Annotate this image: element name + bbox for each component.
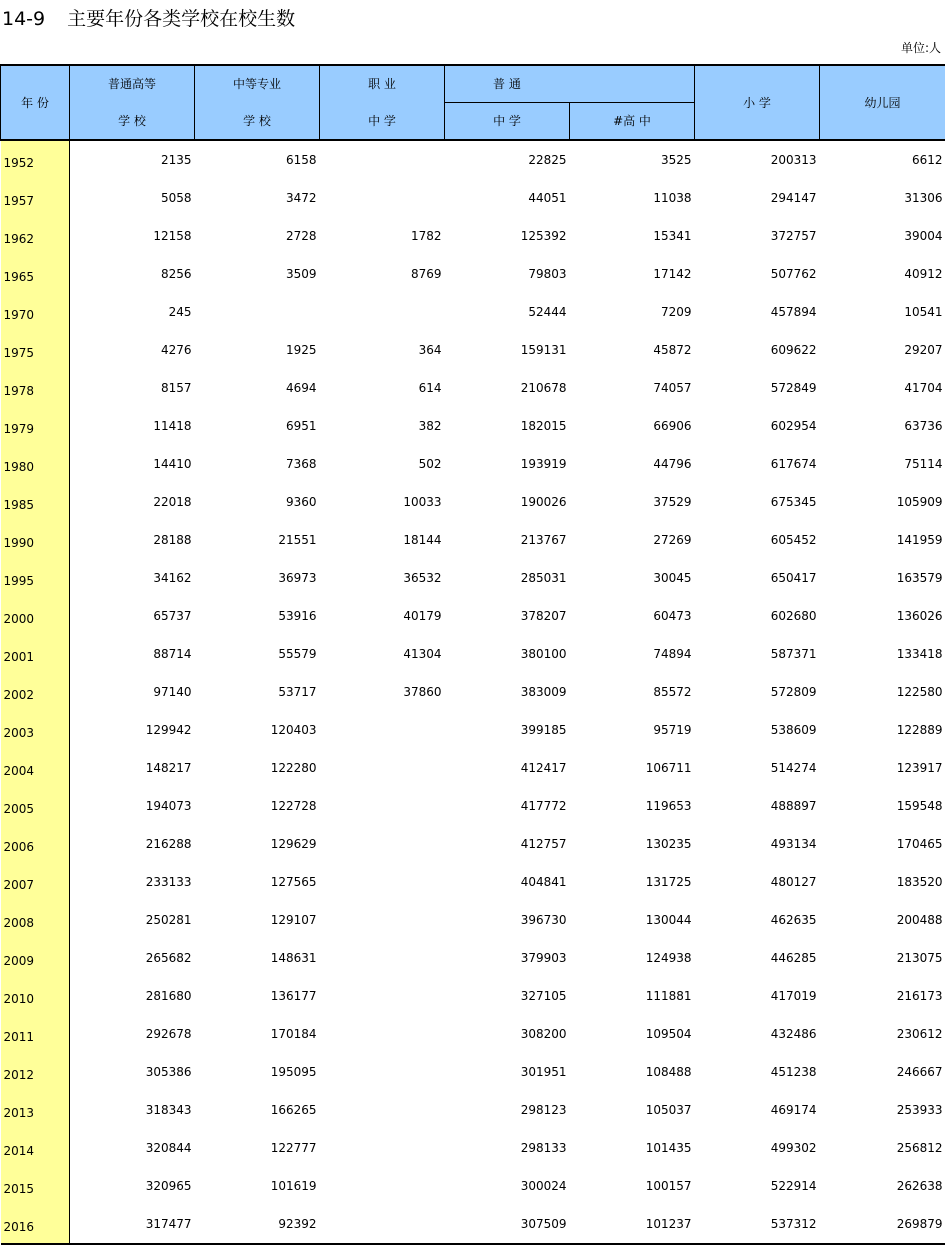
year-cell: 1979: [1, 407, 70, 445]
table-row: [1, 140, 945, 179]
value-cell: 8256: [70, 255, 195, 293]
value-cell: 159548: [820, 787, 945, 825]
value-cell: 129942: [70, 711, 195, 749]
year-cell: 2006: [1, 825, 70, 863]
value-cell: 22825: [445, 140, 570, 179]
year-cell: 2005: [1, 787, 70, 825]
value-cell: 230612: [820, 1015, 945, 1053]
value-cell: 378207: [445, 597, 570, 635]
table-row: [1, 217, 945, 255]
value-cell: 307509: [445, 1205, 570, 1244]
value-cell: 18144: [320, 521, 445, 559]
year-cell: 2009: [1, 939, 70, 977]
value-cell: 396730: [445, 901, 570, 939]
value-cell: 300024: [445, 1167, 570, 1205]
header-secondary-spec-bottom: 学 校: [195, 103, 320, 141]
value-cell: 8157: [70, 369, 195, 407]
value-cell: 159131: [445, 331, 570, 369]
value-cell: 1782: [320, 217, 445, 255]
value-cell: 320844: [70, 1129, 195, 1167]
header-general-top: 普 通: [445, 65, 695, 103]
value-cell: 11038: [570, 179, 695, 217]
value-cell: [320, 293, 445, 331]
value-cell: 609622: [695, 331, 820, 369]
table-row: [1, 445, 945, 483]
table-row: [1, 1205, 945, 1244]
value-cell: 101237: [570, 1205, 695, 1244]
value-cell: 97140: [70, 673, 195, 711]
header-primary: 小 学: [695, 65, 820, 140]
student-enrollment-table: [0, 64, 945, 1245]
header-vocational-bottom: 中 学: [320, 103, 445, 141]
value-cell: 364: [320, 331, 445, 369]
table-row: [1, 1167, 945, 1205]
value-cell: 170184: [195, 1015, 320, 1053]
value-cell: 40179: [320, 597, 445, 635]
value-cell: 28188: [70, 521, 195, 559]
value-cell: 507762: [695, 255, 820, 293]
value-cell: 36532: [320, 559, 445, 597]
value-cell: 256812: [820, 1129, 945, 1167]
year-cell: 2008: [1, 901, 70, 939]
year-cell: 1962: [1, 217, 70, 255]
value-cell: 166265: [195, 1091, 320, 1129]
value-cell: 9360: [195, 483, 320, 521]
value-cell: [195, 293, 320, 331]
value-cell: 10541: [820, 293, 945, 331]
value-cell: 3472: [195, 179, 320, 217]
value-cell: 3509: [195, 255, 320, 293]
value-cell: [320, 179, 445, 217]
table-row: [1, 635, 945, 673]
value-cell: 105037: [570, 1091, 695, 1129]
value-cell: 65737: [70, 597, 195, 635]
value-cell: 246667: [820, 1053, 945, 1091]
value-cell: 320965: [70, 1167, 195, 1205]
value-cell: 382: [320, 407, 445, 445]
value-cell: [320, 1053, 445, 1091]
value-cell: 488897: [695, 787, 820, 825]
value-cell: 317477: [70, 1205, 195, 1244]
year-cell: 1985: [1, 483, 70, 521]
value-cell: 5058: [70, 179, 195, 217]
value-cell: 74057: [570, 369, 695, 407]
value-cell: 372757: [695, 217, 820, 255]
table-row: [1, 179, 945, 217]
value-cell: [320, 977, 445, 1015]
value-cell: 22018: [70, 483, 195, 521]
value-cell: 399185: [445, 711, 570, 749]
value-cell: 537312: [695, 1205, 820, 1244]
table-row: [1, 369, 945, 407]
year-cell: 2007: [1, 863, 70, 901]
value-cell: 52444: [445, 293, 570, 331]
table-row: [1, 787, 945, 825]
value-cell: 109504: [570, 1015, 695, 1053]
table-code: 14-9: [2, 6, 45, 32]
header-higher-bottom: 学 校: [70, 103, 195, 141]
header-kindergarten: 幼儿园: [820, 65, 945, 140]
table-row: [1, 1015, 945, 1053]
header-general-bottom: 中 学: [445, 103, 570, 141]
year-cell: 2001: [1, 635, 70, 673]
value-cell: [320, 863, 445, 901]
value-cell: 404841: [445, 863, 570, 901]
table-row: [1, 711, 945, 749]
table-row: [1, 407, 945, 445]
table-row: [1, 521, 945, 559]
year-cell: 2013: [1, 1091, 70, 1129]
value-cell: 119653: [570, 787, 695, 825]
value-cell: 7368: [195, 445, 320, 483]
value-cell: 210678: [445, 369, 570, 407]
value-cell: 21551: [195, 521, 320, 559]
year-cell: 2002: [1, 673, 70, 711]
value-cell: 6612: [820, 140, 945, 179]
value-cell: 253933: [820, 1091, 945, 1129]
value-cell: 101435: [570, 1129, 695, 1167]
value-cell: 12158: [70, 217, 195, 255]
value-cell: [320, 787, 445, 825]
table-row: [1, 977, 945, 1015]
value-cell: 163579: [820, 559, 945, 597]
value-cell: 194073: [70, 787, 195, 825]
value-cell: 7209: [570, 293, 695, 331]
value-cell: 292678: [70, 1015, 195, 1053]
value-cell: 245: [70, 293, 195, 331]
value-cell: 95719: [570, 711, 695, 749]
value-cell: 6951: [195, 407, 320, 445]
value-cell: 200313: [695, 140, 820, 179]
value-cell: 213075: [820, 939, 945, 977]
value-cell: 66906: [570, 407, 695, 445]
value-cell: [320, 1091, 445, 1129]
table-row: [1, 901, 945, 939]
value-cell: 37529: [570, 483, 695, 521]
table-row: [1, 939, 945, 977]
table-row: [1, 863, 945, 901]
value-cell: 301951: [445, 1053, 570, 1091]
unit-label: 单位:人: [901, 40, 941, 56]
value-cell: 1925: [195, 331, 320, 369]
header-secondary-spec-top: 中等专业: [195, 65, 320, 103]
value-cell: 92392: [195, 1205, 320, 1244]
year-cell: 1995: [1, 559, 70, 597]
value-cell: 108488: [570, 1053, 695, 1091]
value-cell: 55579: [195, 635, 320, 673]
value-cell: 120403: [195, 711, 320, 749]
header-senior-high: #高 中: [570, 103, 695, 141]
year-cell: 1957: [1, 179, 70, 217]
value-cell: [320, 140, 445, 179]
table-row: [1, 673, 945, 711]
value-cell: 130044: [570, 901, 695, 939]
value-cell: 15341: [570, 217, 695, 255]
value-cell: 327105: [445, 977, 570, 1015]
value-cell: 285031: [445, 559, 570, 597]
value-cell: 136026: [820, 597, 945, 635]
value-cell: 417772: [445, 787, 570, 825]
table-row: [1, 1053, 945, 1091]
year-cell: 1975: [1, 331, 70, 369]
value-cell: 63736: [820, 407, 945, 445]
value-cell: 123917: [820, 749, 945, 787]
table-row: [1, 293, 945, 331]
year-cell: 1990: [1, 521, 70, 559]
value-cell: 129629: [195, 825, 320, 863]
value-cell: 44051: [445, 179, 570, 217]
year-cell: 2010: [1, 977, 70, 1015]
value-cell: 281680: [70, 977, 195, 1015]
value-cell: 305386: [70, 1053, 195, 1091]
value-cell: 250281: [70, 901, 195, 939]
table-row: [1, 559, 945, 597]
value-cell: 4276: [70, 331, 195, 369]
value-cell: 100157: [570, 1167, 695, 1205]
value-cell: 122280: [195, 749, 320, 787]
value-cell: 44796: [570, 445, 695, 483]
value-cell: 130235: [570, 825, 695, 863]
value-cell: 136177: [195, 977, 320, 1015]
value-cell: 125392: [445, 217, 570, 255]
value-cell: 141959: [820, 521, 945, 559]
value-cell: 457894: [695, 293, 820, 331]
value-cell: 88714: [70, 635, 195, 673]
value-cell: 111881: [570, 977, 695, 1015]
value-cell: 37860: [320, 673, 445, 711]
value-cell: 74894: [570, 635, 695, 673]
value-cell: 17142: [570, 255, 695, 293]
value-cell: 617674: [695, 445, 820, 483]
table-row: [1, 749, 945, 787]
value-cell: 133418: [820, 635, 945, 673]
value-cell: 31306: [820, 179, 945, 217]
value-cell: 60473: [570, 597, 695, 635]
year-cell: 1980: [1, 445, 70, 483]
value-cell: 650417: [695, 559, 820, 597]
value-cell: 195095: [195, 1053, 320, 1091]
value-cell: [320, 749, 445, 787]
value-cell: 39004: [820, 217, 945, 255]
value-cell: 469174: [695, 1091, 820, 1129]
value-cell: 105909: [820, 483, 945, 521]
value-cell: 45872: [570, 331, 695, 369]
value-cell: [320, 1015, 445, 1053]
value-cell: 148217: [70, 749, 195, 787]
value-cell: 6158: [195, 140, 320, 179]
value-cell: 216173: [820, 977, 945, 1015]
year-cell: 2015: [1, 1167, 70, 1205]
value-cell: 75114: [820, 445, 945, 483]
value-cell: 587371: [695, 635, 820, 673]
value-cell: [320, 1205, 445, 1244]
value-cell: 538609: [695, 711, 820, 749]
value-cell: 605452: [695, 521, 820, 559]
value-cell: 432486: [695, 1015, 820, 1053]
header-higher-top: 普通高等: [70, 65, 195, 103]
value-cell: 451238: [695, 1053, 820, 1091]
value-cell: 412417: [445, 749, 570, 787]
value-cell: 101619: [195, 1167, 320, 1205]
value-cell: 572849: [695, 369, 820, 407]
table-title: 主要年份各类学校在校生数: [67, 8, 295, 30]
year-cell: 1952: [1, 140, 70, 179]
value-cell: 216288: [70, 825, 195, 863]
value-cell: 2135: [70, 140, 195, 179]
value-cell: 122580: [820, 673, 945, 711]
value-cell: 294147: [695, 179, 820, 217]
table-row: [1, 255, 945, 293]
value-cell: [320, 1167, 445, 1205]
value-cell: 122889: [820, 711, 945, 749]
value-cell: 493134: [695, 825, 820, 863]
value-cell: 182015: [445, 407, 570, 445]
value-cell: [320, 901, 445, 939]
value-cell: 602954: [695, 407, 820, 445]
value-cell: 380100: [445, 635, 570, 673]
value-cell: [320, 939, 445, 977]
value-cell: 190026: [445, 483, 570, 521]
table-row: [1, 597, 945, 635]
value-cell: 131725: [570, 863, 695, 901]
value-cell: 122728: [195, 787, 320, 825]
value-cell: 3525: [570, 140, 695, 179]
value-cell: 8769: [320, 255, 445, 293]
value-cell: 675345: [695, 483, 820, 521]
value-cell: 522914: [695, 1167, 820, 1205]
value-cell: 79803: [445, 255, 570, 293]
value-cell: 265682: [70, 939, 195, 977]
value-cell: 614: [320, 369, 445, 407]
value-cell: 11418: [70, 407, 195, 445]
value-cell: 85572: [570, 673, 695, 711]
value-cell: [320, 825, 445, 863]
year-cell: 2004: [1, 749, 70, 787]
value-cell: 379903: [445, 939, 570, 977]
value-cell: [320, 1129, 445, 1167]
year-cell: 2000: [1, 597, 70, 635]
value-cell: 34162: [70, 559, 195, 597]
value-cell: 122777: [195, 1129, 320, 1167]
table-body: [1, 140, 945, 1244]
value-cell: 170465: [820, 825, 945, 863]
value-cell: 502: [320, 445, 445, 483]
value-cell: 14410: [70, 445, 195, 483]
value-cell: 572809: [695, 673, 820, 711]
value-cell: 308200: [445, 1015, 570, 1053]
value-cell: 27269: [570, 521, 695, 559]
table-row: [1, 483, 945, 521]
table-row: [1, 1091, 945, 1129]
value-cell: 2728: [195, 217, 320, 255]
value-cell: 129107: [195, 901, 320, 939]
value-cell: 10033: [320, 483, 445, 521]
value-cell: 124938: [570, 939, 695, 977]
value-cell: 30045: [570, 559, 695, 597]
value-cell: 53916: [195, 597, 320, 635]
value-cell: 183520: [820, 863, 945, 901]
value-cell: 127565: [195, 863, 320, 901]
value-cell: 446285: [695, 939, 820, 977]
year-cell: 2003: [1, 711, 70, 749]
value-cell: 213767: [445, 521, 570, 559]
year-cell: 2014: [1, 1129, 70, 1167]
table-header: [1, 65, 945, 140]
value-cell: 106711: [570, 749, 695, 787]
year-cell: 2011: [1, 1015, 70, 1053]
value-cell: 4694: [195, 369, 320, 407]
value-cell: 462635: [695, 901, 820, 939]
header-year: 年 份: [1, 65, 70, 140]
value-cell: 148631: [195, 939, 320, 977]
year-cell: 1978: [1, 369, 70, 407]
value-cell: 417019: [695, 977, 820, 1015]
value-cell: 383009: [445, 673, 570, 711]
value-cell: 41704: [820, 369, 945, 407]
value-cell: 602680: [695, 597, 820, 635]
value-cell: 412757: [445, 825, 570, 863]
value-cell: 269879: [820, 1205, 945, 1244]
value-cell: 36973: [195, 559, 320, 597]
value-cell: 53717: [195, 673, 320, 711]
value-cell: 193919: [445, 445, 570, 483]
value-cell: 40912: [820, 255, 945, 293]
page-title: [2, 6, 295, 32]
value-cell: 200488: [820, 901, 945, 939]
value-cell: 233133: [70, 863, 195, 901]
table-row: [1, 825, 945, 863]
year-cell: 2012: [1, 1053, 70, 1091]
value-cell: 499302: [695, 1129, 820, 1167]
value-cell: 29207: [820, 331, 945, 369]
value-cell: 41304: [320, 635, 445, 673]
value-cell: 298133: [445, 1129, 570, 1167]
year-cell: 1970: [1, 293, 70, 331]
table-row: [1, 331, 945, 369]
header-vocational-top: 职 业: [320, 65, 445, 103]
value-cell: 480127: [695, 863, 820, 901]
table-row: [1, 1129, 945, 1167]
value-cell: 298123: [445, 1091, 570, 1129]
value-cell: 262638: [820, 1167, 945, 1205]
value-cell: [320, 711, 445, 749]
year-cell: 2016: [1, 1205, 70, 1244]
value-cell: 514274: [695, 749, 820, 787]
year-cell: 1965: [1, 255, 70, 293]
value-cell: 318343: [70, 1091, 195, 1129]
